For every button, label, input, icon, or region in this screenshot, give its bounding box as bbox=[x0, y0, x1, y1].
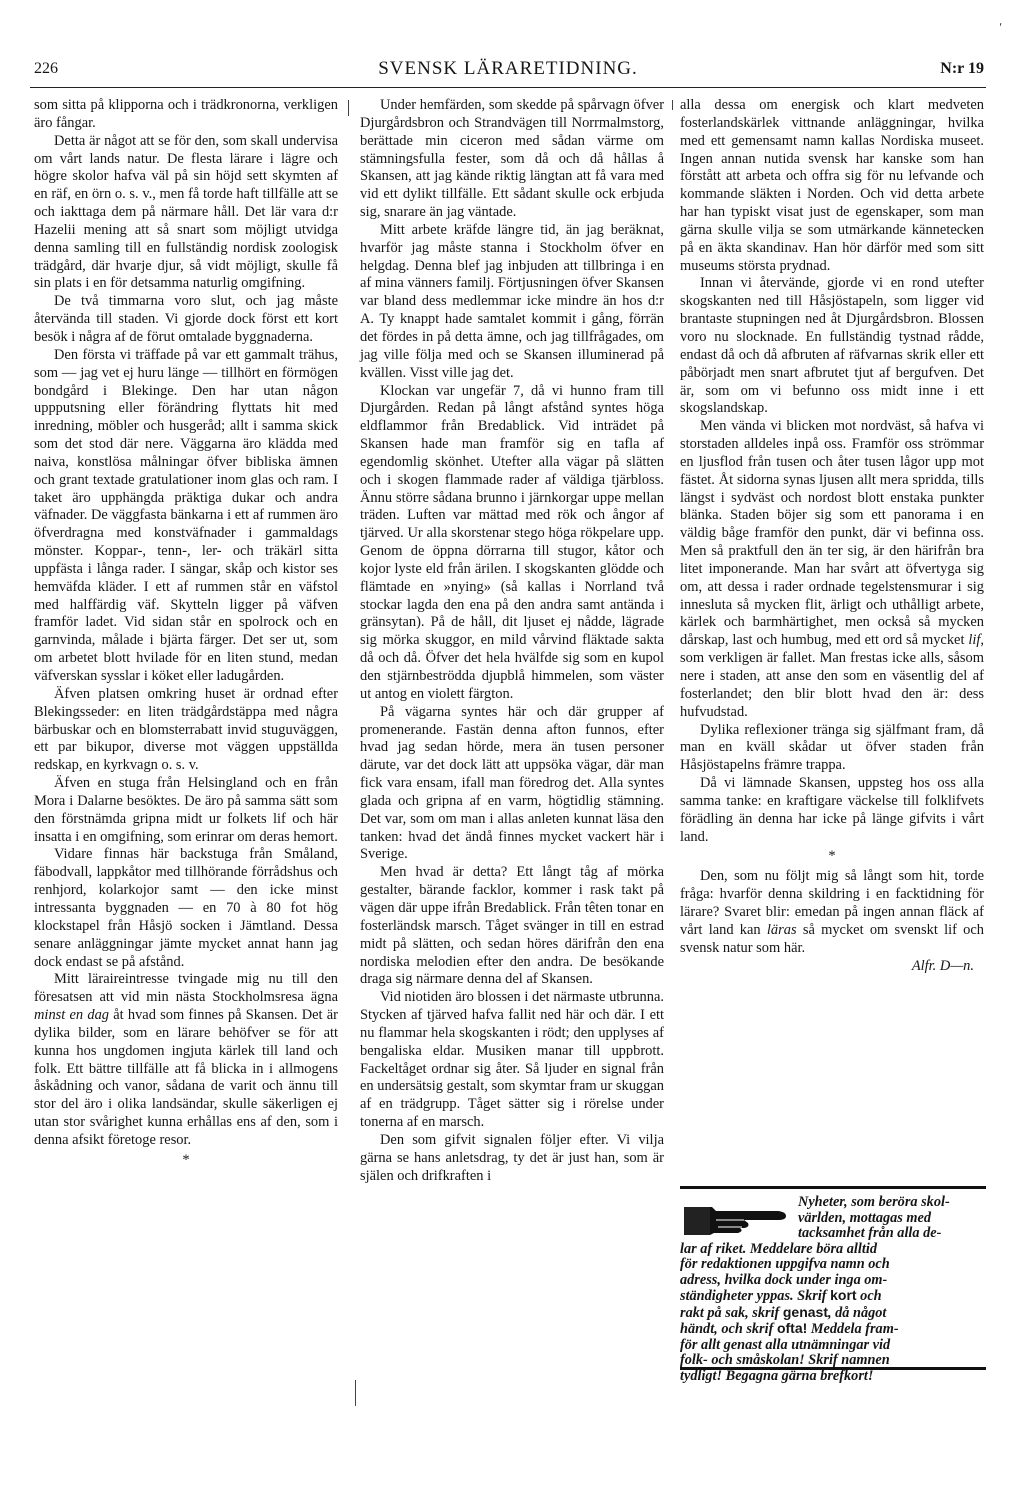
article-paragraph: Men vända vi blicken mot nordväst, så hafva vi storstaden alldeles inpå oss. Framför oss strömmar en ljusflod från tusen och åter tusen lågor upp mot fästet. Åt sidorna synas ljusen allt mera spridda, tills längst i sydväst och nordost blott enstaka punkter blänka. Staden böjer sig som ett panorama i en väldig båge framför den punkt, där vi befinna oss. Men så praktfull den än ter sig, är den härifrån bra litet imponerande. Man har svårt att öfvertyga sig om, att dessa i rader ordnade tegelstensmurar i sig innesluta så mycken flit, ärligt och uthålligt arbete, kärlek och barmhärtighet, men också så mycken dårskap, last och humbug, med ett ord så mycket lif, som verkligen är fallet. Man frestas icke alls, såsom nere i staden, att anse den som en väsentlig del af fosterlandet; den blir blott hvad den är: dess hufvudstad. bbox=[680, 418, 984, 720]
author-signature: Alfr. D—n. bbox=[911, 957, 974, 974]
margin-mark: ʹ bbox=[999, 20, 1002, 34]
notice-line: rakt på sak, skrif genast, då något bbox=[680, 1303, 887, 1321]
notice-line: adress, hvilka dock under inga om- bbox=[680, 1271, 888, 1288]
article-paragraph: Äfven platsen omkring huset är ordnad efter Blekingsseder: en liten trädgårdstäppa med några bärbuskar och en blomsterrabatt invid stuguväggen, ett par bikupor, diverse mot väggen uppställda redskap, en kyrkvagn o. s. v. bbox=[34, 685, 338, 774]
article-paragraph: Vidare finnas här backstuga från Småland, fäbodvall, lappkåtor med tillhörande förrådshus och renhjord, kolarkojor samt — den icke minst intressanta byggnaden — en 70 à 80 fot hög klockstapel från Håsjö socken i Jämtland. Dessa senare anläggningar jämte mycket annat hann jag dock endast se på afstånd. bbox=[34, 846, 338, 970]
article-paragraph: Detta är något att se för den, som skall undervisa om vårt lands natur. De flesta lärare i lägre och högre skolor hafva väl på sin höjd sett skymten af en räf, en örn o. s. v., men få torde haft tillfälle att se och iakttaga dem på närmare håll. Det lär vara d:r Hazelii mening att så snart som möjligt utvidga denna samling till en fullständig nordisk zoologisk trädgård, där hvarje djur, så vidt möjligt, skulle få sin plats i en för detsamma naturlig omgifning. bbox=[34, 132, 338, 292]
notice-line: ständigheter yppas. Skrif kort och bbox=[680, 1287, 882, 1304]
notice-line: folk- och småskolan! Skrif namnen bbox=[680, 1352, 890, 1368]
journal-title: SVENSK LÄRARETIDNING. bbox=[378, 58, 638, 79]
notice-line: tacksamhet från alla de- bbox=[798, 1225, 942, 1241]
article-paragraph: Mitt läraireintresse tvingade mig nu till den föresatsen att vid min nästa Stockholmsresa ägna minst en dag åt hvad som finnes på Skansen. Det är dylika bilder, som en lärare behöfver se för att kunna hos ungdomen ingjuta kärlek till land och folk. Ett bättre tillfälle att få blicka in i allmogens åskådning och vanor, sådana de varit och ännu till stor del äro i olika landsändar, skulle säkerligen ej utan stor svårighet kunna erhållas ens af den, som i denna afsikt företoge resor. bbox=[34, 971, 338, 1148]
notice-line: lar af riket. Meddelare böra alltid bbox=[680, 1240, 877, 1257]
article-paragraph: som sitta på klipporna och i trädkronorna, verkligen äro fångar. bbox=[34, 97, 338, 131]
article-paragraph: Men hvad är detta? Ett långt tåg af mörka gestalter, bärande facklor, kommer i rask takt på vägen där uppe ifrån Bredablick. Från têten tonar en fosterländsk marsch. Tåget svänger in till en estrad midt på slätten, och sedan höres därifrån den ena nordiska melodien efter den andra. De besökande draga sig närmare denna del af Skansen. bbox=[360, 864, 664, 988]
article-paragraph: Klockan var ungefär 7, då vi hunno fram till Djurgården. Redan på långt afstånd syntes höga eldflammor från Bredablick. Vid inträdet på Skansen hade man framför sig en tafla af egendomlig skönhet. Utefter alla vägar på slätten och i skogen flammade rader af väldiga tjärbloss. Ännu större sådana brunno i järnkorgar uppe mellan träden. Luften var mättad med rök och ångor af tjärved. Ur alla skorstenar stego höga rökpelare upp. Genom de öppna dörrarna till stugor, kåtor och kojor lyste eld från ärilen. I skogskanten glödde och flämtade en »nying» (så kallas i Norrland två stockar lagda den ena på den andra samt antända i gränsytan). På de håll, dit ljuset ej nådde, lägrade sig mörka skuggor, en mild vårvind fläktade sakta då och då. Öfver det hela hvälfde sig som en kupol den stjärnbeströdda djupblå himmelen, som väster ut antog en violett färgton. bbox=[360, 382, 664, 702]
article-paragraph: Äfven en stuga från Helsingland och en från Mora i Dalarne besöktes. De äro på samma sätt som den förstnämda gripna midt ur folkets lif och här insatta i en omgifning, som erinrar om deras hemort. bbox=[34, 775, 338, 845]
notice-line: världen, mottagas med bbox=[798, 1209, 932, 1226]
section-break-asterisk: * bbox=[828, 848, 836, 865]
notice-line: tydligt! Begagna gärna brefkort! bbox=[680, 1367, 874, 1384]
page-header bbox=[30, 58, 986, 82]
article-paragraph: Den, som nu följt mig så långt som hit, torde fråga: hvarför denna skildring i en facktidning för lärare? Svaret blir: emedan på ingen annan fläck af vårt land kan läras så mycket om svenskt lif och svensk natur som här. bbox=[680, 868, 984, 956]
notice-line: för redaktionen uppgifva namn och bbox=[680, 1256, 890, 1272]
article-paragraph: Mitt arbete kräfde längre tid, än jag beräknat, hvarför jag måste stanna i Stockholm öfver en helgdag. Denna blef jag inbjuden att tillbringa i en af mina vänners familj. Förtjusningen öfver Skansen var bland dess medlemmar icke mindre än hos d:r A. Ty knappt hade samtalet kommit i gång, förrän det fördes in på detta ämne, och jag tillfrågades, om jag ville följa med och se Skansen illuminerad på kvällen. Visst ville jag det. bbox=[360, 221, 664, 381]
article-paragraph: Dylika reflexioner tränga sig själfmant fram, då man en kväll skådar ut öfver staden från Håsjöstapelns främre trappa. bbox=[680, 721, 984, 774]
article-paragraph: Den som gifvit signalen följer efter. Vi vilja gärna se hans anletsdrag, ty det är just han, som är själen och drifkraften i bbox=[360, 1131, 664, 1184]
article-paragraph: Innan vi återvände, gjorde vi en rond utefter skogskanten ned till Håsjöstapeln, som ligger vid brantaste stupningen ned åt Djurgårdsbron. Blossen voro nu slocknade. En fullständig tystnad rådde, endast då och då afbruten af räfvarnas skrik eller ett påbörjadt men snart afbrutet tjut af bergufven. Det är, som om vi befunno oss midt inne i ett skogslandskap. bbox=[680, 275, 984, 417]
notice-text bbox=[680, 1195, 986, 1384]
column-divider bbox=[672, 100, 673, 110]
article-paragraph: På vägarna syntes här och där grupper af promenerande. Fastän denna afton funnos, efter hvad jag sedan hörde, mera än tusen personer därute, var det dock lätt att uppsöka vägar, där man fick vara ensam, ifall man föredrog det. Alla syntes glada och gripna af en varm, högtidlig stämning. Det var, som om man i allas anleten kunnat läsa den tanken: hvad det ändå finnes mycket vackert här i Sverige. bbox=[360, 703, 664, 863]
article-paragraph: alla dessa om energisk och klart medveten fosterlandskärlek vittnande anläggningar, hvilka med ett gemensamt namn kallas Nordiska museet. Ingen annan nutida svensk har kanske som han förstått att arbeta och offra sig för nu lefvande och kommande släkten i Norden. Och vid detta arbete har han typiskt visat just de egenskaper, som man gärna skulle vilja se som utmärkande kännetecken på en äkta skandinav. Han hör därför med som sitt museums största prydnad. bbox=[680, 97, 984, 274]
issue-number: N:r 19 bbox=[940, 60, 984, 77]
article-paragraph: Då vi lämnade Skansen, uppsteg hos oss alla samma tanke: en kraftigare väckelse till folklifvets förädling än denna har icke på länge gifvits i vårt land. bbox=[680, 775, 984, 845]
notice-line: för allt genast alla utnämningar vid bbox=[680, 1336, 891, 1353]
header-rule bbox=[30, 87, 986, 88]
editorial-notice-box bbox=[680, 1186, 986, 1384]
article-paragraph: Den första vi träffade på var ett gammalt trähus, som — jag vet ej huru länge — tillhört en förmögen bondgård i Blekinge. Den har utan någon uppputsning eller förändring flyttats hit med inredning, möbler och husgeråd; allt i samma skick som det stod där nere. Väggarna äro klädda med naiva, konstlösa målningar öfver bibliska ämnen och grant textade gratulationer inom glas och ram. I taket äro upphängda präktiga dukar och andra väfnader. De väggfasta bänkarna i ett af rummen äro öfverdragna med konstväfnader i gammaldags mönster. Koppar-, tenn-, ler- och träkärl sitta uppfästa i långa rader. I sängar, skåp och kistor ses hemväfda kläder. I ett af rummen står en väfstol med halffärdig väf. Skytteln ligger på väfven framför ladet. Vid sidan står en spolrock och en garnvinda, målade i bjärta färger. Det ser ut, som om arbetet blott hvilade för en liten stund, medan väfverskan sysslar i köket eller ladugården. bbox=[34, 346, 338, 684]
article-paragraph: Vid niotiden äro blossen i det närmaste utbrunna. Stycken af tjärved hafva fallit ned här och där. I ett nu flammar hela skogskanten i rödt; den upplyses af bengaliska eldar. Musiken manar till uppbrott. Fackeltåget ordnar sig åter. Så ljuder en signal från en undersätsig gestalt, som skymtar fram ur skuggan af en trädgrupp. Tåget sätter sig i rörelse under tonerna af en marsch. bbox=[360, 989, 664, 1131]
section-break-asterisk: * bbox=[182, 1151, 190, 1168]
notice-line: händt, och skrif ofta! Meddela fram- bbox=[680, 1320, 899, 1337]
column-2 bbox=[360, 97, 664, 1185]
page-number: 226 bbox=[34, 60, 58, 77]
column-3 bbox=[680, 97, 984, 975]
column-1 bbox=[34, 97, 338, 1172]
article-paragraph: De två timmarna voro slut, och jag måste återvända till staden. Vi gjorde dock först ett kort besök i några af de förut omtalade byggnaderna. bbox=[34, 293, 338, 345]
article-paragraph: Under hemfärden, som skedde på spårvagn öfver Djurgårdsbron och Strandvägen till Norrmalmstorg, berättade min ciceron med sådan värme om stämningsfulla fester, som då och då hållas å Skansen, att jag kände riktig längtan att få vara med vid ett dylikt tillfälle. Ett sådant skulle ock erbjuda sig, snarare än jag väntade. bbox=[360, 97, 664, 221]
column-divider bbox=[355, 1380, 356, 1406]
notice-line: Nyheter, som beröra skol- bbox=[798, 1194, 950, 1210]
column-divider bbox=[348, 100, 349, 116]
